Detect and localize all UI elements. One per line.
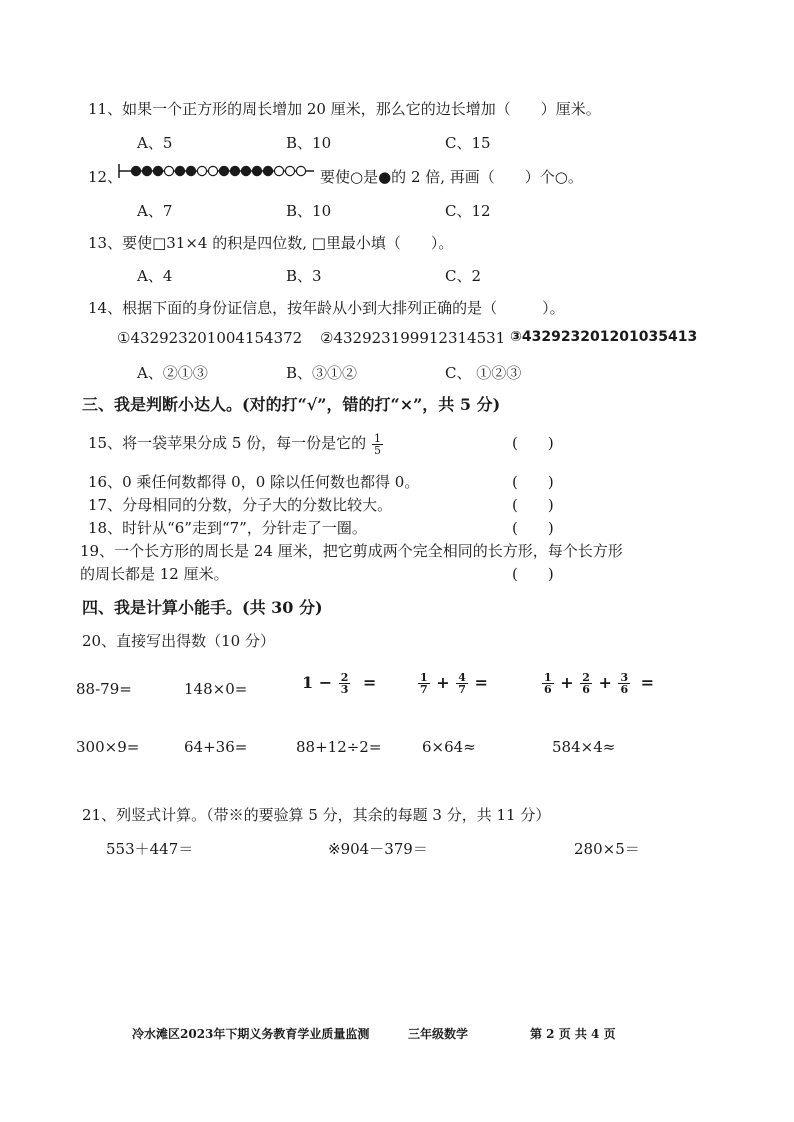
footer-subject: 三年级数学 bbox=[408, 1027, 469, 1041]
black-bead bbox=[241, 166, 250, 175]
question-17: 17、分母相同的分数，分子大的分数比较大。 bbox=[88, 496, 393, 514]
question-12-number: 12、 bbox=[88, 168, 123, 186]
calc-6-times-64: 6×64≈ bbox=[422, 738, 476, 756]
footer-page-number: 第 2 页 共 4 页 bbox=[530, 1027, 616, 1041]
answer-paren-18: ( ) bbox=[512, 519, 554, 537]
black-bead bbox=[153, 166, 162, 175]
question-16: 16、0 乘任何数都得 0，0 除以任何数也都得 0。 bbox=[88, 473, 420, 491]
black-bead bbox=[175, 166, 184, 175]
calc-sevenths-sum: $\frac{1}{7}$ + $\frac{4}{7}$ = bbox=[420, 671, 488, 696]
id-card-3: ③432923201201035413 bbox=[510, 329, 698, 345]
answer-paren-15: ( ) bbox=[512, 434, 554, 452]
answer-paren-19: ( ) bbox=[512, 565, 554, 583]
fraction-one-seventh: $\frac{1}{7}$ bbox=[420, 671, 428, 696]
question-21-title: 21、列竖式计算。（带※的要验算 5 分，其余的每题 3 分，共 11 分） bbox=[82, 806, 551, 824]
black-bead bbox=[219, 166, 228, 175]
calc-300-times-9: 300×9= bbox=[76, 738, 140, 756]
question-18: 18、时针从“6”走到“7”，分针走了一圈。 bbox=[88, 519, 367, 537]
question-14: 14、根据下面的身份证信息，按年龄从小到大排列正确的是（ ）。 bbox=[88, 299, 565, 317]
q13-option-b: B、3 bbox=[286, 267, 322, 285]
q13-option-a: A、4 bbox=[137, 267, 173, 285]
white-bead bbox=[197, 166, 206, 175]
white-bead bbox=[164, 166, 173, 175]
id-card-1: ①432923201004154372 bbox=[117, 329, 303, 347]
calc-88-plus-12-div-2: 88+12÷2= bbox=[296, 738, 382, 756]
black-bead bbox=[142, 166, 151, 175]
q12-option-a: A、7 bbox=[137, 202, 173, 220]
calc-sixths-sum: $\frac{1}{6}$ + $\frac{2}{6}$ + $\frac{3}{6}$ = bbox=[544, 671, 655, 696]
bead-string-diagram bbox=[116, 160, 316, 182]
fraction-one-fifth: $\frac{1}{5}$ bbox=[373, 431, 381, 457]
vertical-calc-904-minus-379: ※904－379＝ bbox=[328, 840, 428, 858]
question-15 bbox=[88, 432, 384, 456]
question-20-title: 20、直接写出得数（10 分） bbox=[82, 632, 275, 650]
calc-1-minus-two-thirds: 1 − $\frac{2}{3}$ = bbox=[302, 671, 377, 696]
vertical-calc-280-times-5: 280×5＝ bbox=[574, 840, 640, 858]
calc-584-times-4: 584×4≈ bbox=[552, 738, 616, 756]
footer-exam-title: 冷水滩区2023年下期义务教育学业质量监测 bbox=[132, 1027, 370, 1041]
id-card-2: ②432923199912314531 bbox=[320, 329, 506, 347]
section-4-title: 四、我是计算小能手。(共 30 分) bbox=[82, 598, 323, 617]
question-11: 11、如果一个正方形的周长增加 20 厘米，那么它的边长增加（ ）厘米。 bbox=[88, 100, 601, 118]
calc-88-minus-79: 88-79= bbox=[76, 680, 132, 698]
white-bead bbox=[208, 166, 217, 175]
black-bead bbox=[186, 166, 195, 175]
fraction-four-sevenths: $\frac{4}{7}$ bbox=[458, 671, 466, 696]
question-19-line-1: 19、一个长方形的周长是 24 厘米，把它剪成两个完全相同的长方形，每个长方形 bbox=[80, 542, 623, 560]
white-bead bbox=[296, 166, 305, 175]
q14-option-a: A、②①③ bbox=[137, 364, 208, 382]
q11-option-b: B、10 bbox=[286, 134, 332, 152]
question-19-line-2: 的周长都是 12 厘米。 bbox=[80, 565, 229, 583]
q13-option-c: C、2 bbox=[445, 267, 482, 285]
vertical-calc-553-plus-447: 553＋447＝ bbox=[106, 840, 194, 858]
fraction-three-sixths: $\frac{3}{6}$ bbox=[620, 671, 629, 696]
fraction-one-sixth: $\frac{1}{6}$ bbox=[544, 671, 552, 696]
black-bead bbox=[252, 166, 261, 175]
calc-64-plus-36: 64+36= bbox=[184, 738, 248, 756]
question-15-text: 15、将一袋苹果分成 5 份，每一份是它的 bbox=[88, 434, 367, 452]
black-bead bbox=[230, 166, 239, 175]
q14-option-b: B、③①② bbox=[286, 364, 358, 382]
calc-148-times-0: 148×0= bbox=[184, 680, 248, 698]
black-bead bbox=[131, 166, 140, 175]
white-bead bbox=[285, 166, 294, 175]
question-12-text: 要使○是●的 2 倍, 再画（ ）个○。 bbox=[320, 168, 583, 186]
answer-paren-16: ( ) bbox=[512, 473, 554, 491]
q12-option-c: C、12 bbox=[445, 202, 491, 220]
fraction-two-thirds: $\frac{2}{3}$ bbox=[340, 671, 349, 696]
q11-option-c: C、15 bbox=[445, 134, 491, 152]
q11-option-a: A、5 bbox=[137, 134, 173, 152]
answer-paren-17: ( ) bbox=[512, 496, 554, 514]
q14-option-c: C、 ①②③ bbox=[445, 364, 522, 382]
white-bead bbox=[274, 166, 283, 175]
fraction-two-sixths: $\frac{2}{6}$ bbox=[582, 671, 590, 696]
question-13: 13、要使□31×4 的积是四位数, □里最小填（ ）。 bbox=[88, 234, 454, 252]
section-3-title: 三、我是判断小达人。(对的打“√”，错的打“×”，共 5 分) bbox=[82, 395, 501, 414]
q12-option-b: B、10 bbox=[286, 202, 332, 220]
black-bead bbox=[263, 166, 272, 175]
